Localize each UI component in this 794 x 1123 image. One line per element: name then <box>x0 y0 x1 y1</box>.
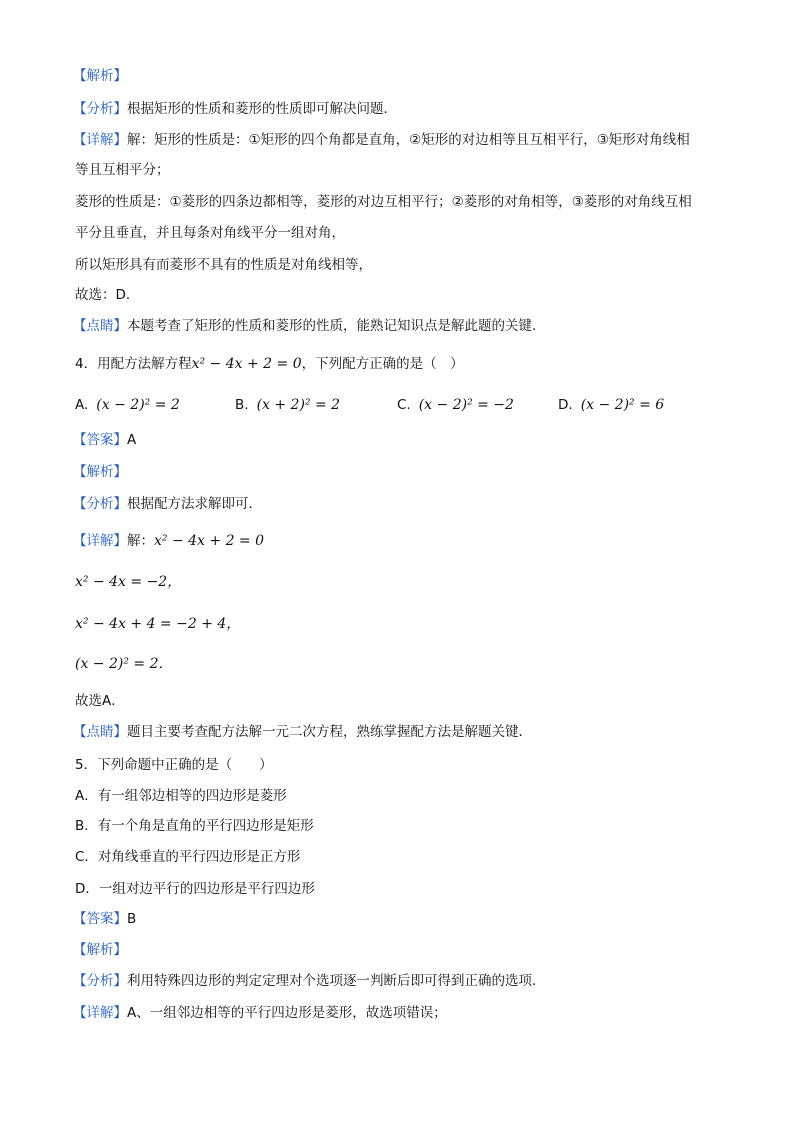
xiangjie-line-6: 故选：D． <box>75 287 140 303</box>
q4-analysis-tag: 【解析】 <box>73 464 127 480</box>
xiangjie-line-1 <box>73 130 690 150</box>
fenxi-line <box>73 99 397 119</box>
q4-dianjing: 【点睛】题目主要考查配方法解一元二次方程，熟练掌握配方法是解题关键． <box>73 724 532 740</box>
fenxi-text: 根据矩形的性质和菱形的性质即可解决问题． <box>127 101 397 117</box>
analysis-label: 【解析】 <box>73 68 127 84</box>
q4-conclusion: 故选A． <box>75 693 125 709</box>
q4-step-4: (x − 2)² = 2． <box>75 656 173 672</box>
q5-stem: 5．下列命题中正确的是（ ） <box>75 757 273 773</box>
q5-option-d[interactable]: D．一组对边平行的四边形是平行四边形 <box>75 881 315 897</box>
q5-answer: 【答案】B <box>73 911 137 927</box>
fenxi-label: 【分析】 <box>73 101 127 117</box>
xiangjie-text: 解：矩形的性质是：①矩形的四个角都是直角，②矩形的对边相等且互相平行，③矩形对角线相 <box>127 132 690 148</box>
answer-value: A <box>127 432 137 448</box>
q5-option-a[interactable]: A．有一组邻边相等的四边形是菱形 <box>75 788 287 804</box>
q5-analysis-tag: 【解析】 <box>73 942 127 958</box>
q4-option-a[interactable]: A. (x − 2)² = 2 <box>75 397 180 413</box>
dianjing-label: 【点睛】 <box>73 318 127 334</box>
xiangjie-line-4: 平分且垂直，并且每条对角线平分一组对角， <box>75 225 345 241</box>
xiangjie-line-2: 等且互相平分； <box>75 162 170 178</box>
q5-option-c[interactable]: C．对角线垂直的平行四边形是正方形 <box>75 849 301 865</box>
q5-fenxi: 【分析】利用特殊四边形的判定定理对个选项逐一判断后即可得到正确的选项． <box>73 973 546 989</box>
xiangjie-label: 【详解】 <box>73 132 127 148</box>
dianjing-line <box>73 316 546 336</box>
xiangjie-line-5: 所以矩形具有而菱形不具有的性质是对角线相等， <box>75 257 372 273</box>
dianjing-text: 本题考查了矩形的性质和菱形的性质，能熟记知识点是解此题的关键． <box>127 318 546 334</box>
q5-option-b[interactable]: B．有一个角是直角的平行四边形是矩形 <box>75 818 314 834</box>
q4-option-c[interactable]: C. (x − 2)² = −2 <box>397 397 514 413</box>
q4-answer <box>73 430 136 450</box>
q4-option-d[interactable]: D. (x − 2)² = 6 <box>558 397 665 413</box>
q4-option-b[interactable]: B. (x + 2)² = 2 <box>235 397 341 413</box>
q4-stem <box>75 354 464 374</box>
analysis-tag <box>73 66 127 86</box>
q4-stem-suffix: ，下列配方正确的是（ ） <box>301 356 464 372</box>
q4-stem-prefix: 4．用配方法解方程 <box>75 356 192 372</box>
q5-xiangjie: 【详解】A、一组邻边相等的平行四边形是菱形，故选项错误； <box>73 1005 447 1021</box>
xiangjie-line-3: 菱形的性质是：①菱形的四条边都相等，菱形的对边互相平行；②菱形的对角相等，③菱形的对角线互相 <box>75 194 692 210</box>
q4-equation: x² − 4x + 2 = 0 <box>191 356 302 372</box>
q4-step-3: x² − 4x + 4 = −2 + 4， <box>75 616 241 632</box>
q4-step-2: x² − 4x = −2， <box>75 574 182 590</box>
q4-fenxi: 【分析】根据配方法求解即可． <box>73 496 262 512</box>
q4-xiangjie: 【详解】解：x² − 4x + 2 = 0 <box>73 533 265 549</box>
answer-label: 【答案】 <box>73 432 127 448</box>
